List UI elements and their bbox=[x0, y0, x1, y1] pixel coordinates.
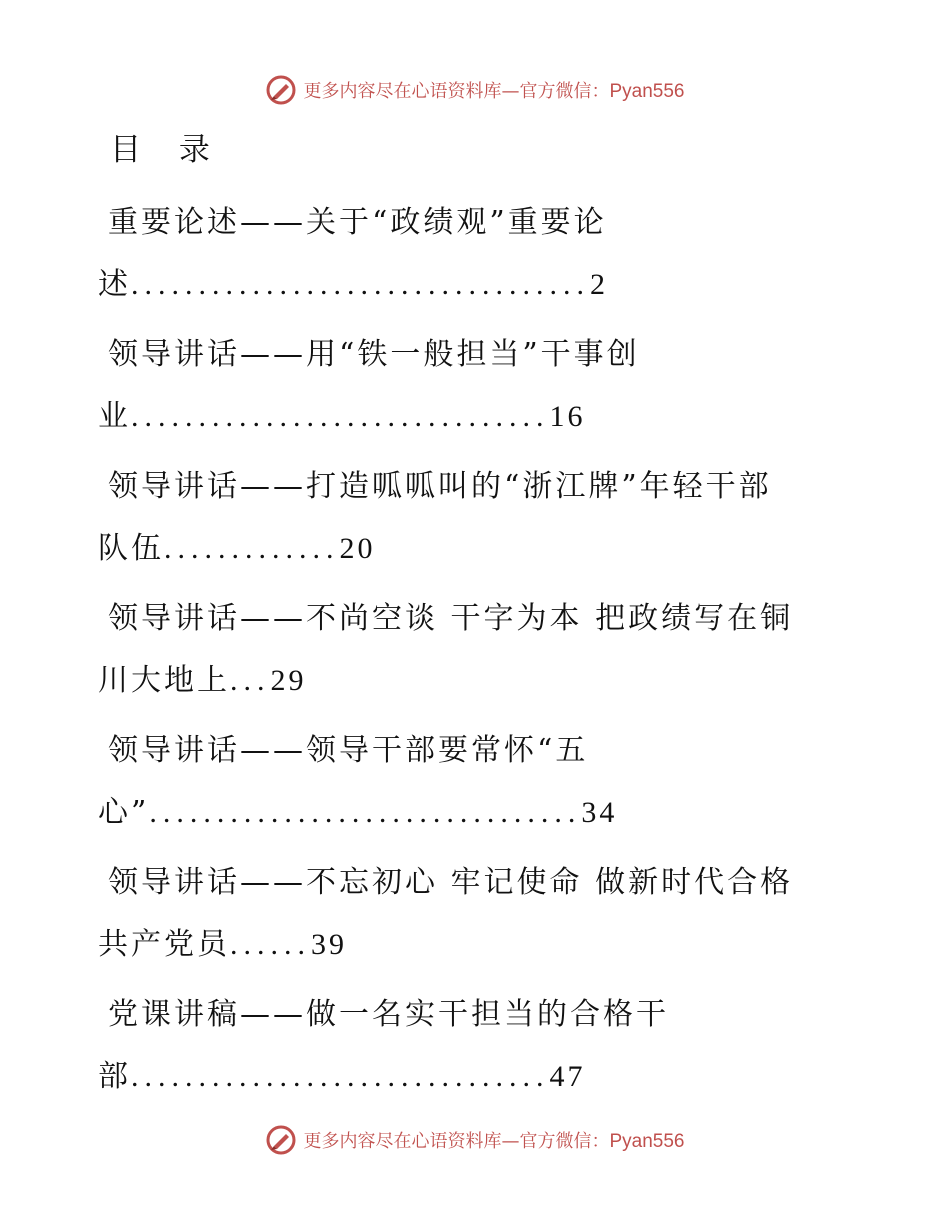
toc-entry-continuation bbox=[98, 782, 838, 844]
watermark-wechat-label: 官方微信： bbox=[519, 81, 610, 102]
toc-title: 目 录 bbox=[110, 132, 224, 168]
toc-page-number: 34 bbox=[581, 796, 618, 829]
watermark-site-name: 更多内容尽在心语资料库 bbox=[303, 1131, 502, 1152]
toc-entry-title-end: 心” bbox=[98, 795, 150, 830]
pen-logo-icon bbox=[265, 74, 297, 106]
toc-leader-dots: .................................. bbox=[131, 268, 590, 301]
toc-entry-title-end: 共产党员 bbox=[98, 927, 230, 962]
toc-page-number: 2 bbox=[590, 268, 608, 301]
toc-entry-title-end: 部 bbox=[98, 1059, 131, 1094]
toc-entry-title: 领导讲话——不忘初心 牢记使命 做新时代合格 bbox=[108, 865, 794, 900]
toc-entry[interactable] bbox=[98, 588, 838, 720]
toc-page-number: 47 bbox=[549, 1060, 586, 1093]
watermark-separator: — bbox=[501, 1131, 520, 1152]
toc-page-number: 29 bbox=[270, 664, 307, 697]
toc-entry-continuation bbox=[98, 386, 838, 448]
toc-entry-continuation bbox=[98, 650, 838, 712]
toc-entry[interactable] bbox=[98, 984, 838, 1116]
toc-page-number: 20 bbox=[339, 532, 376, 565]
toc-entry-continuation bbox=[98, 1046, 838, 1108]
footer-watermark bbox=[0, 1120, 950, 1160]
watermark-text bbox=[303, 1127, 684, 1153]
toc-leader-dots: ................................ bbox=[149, 796, 582, 829]
watermark-separator: — bbox=[501, 81, 520, 102]
watermark-wechat-id: Pyan556 bbox=[609, 81, 685, 102]
toc-entry-continuation bbox=[98, 254, 838, 316]
toc-page-number: 16 bbox=[549, 400, 586, 433]
watermark-wechat-label: 官方微信： bbox=[519, 1131, 610, 1152]
watermark-site-name: 更多内容尽在心语资料库 bbox=[303, 81, 502, 102]
toc-entry[interactable] bbox=[98, 720, 838, 852]
header-watermark bbox=[0, 70, 950, 110]
toc-entry[interactable] bbox=[98, 852, 838, 984]
watermark-text bbox=[303, 77, 684, 103]
toc-leader-dots: ............................... bbox=[131, 1060, 550, 1093]
toc-leader-dots: ............. bbox=[164, 532, 340, 565]
toc-entry-title: 领导讲话——不尚空谈 干字为本 把政绩写在铜 bbox=[108, 601, 794, 636]
toc-entry[interactable] bbox=[98, 456, 838, 588]
toc-entry-continuation bbox=[98, 518, 838, 580]
toc-entry-title: 重要论述——关于“政绩观”重要论 bbox=[108, 205, 607, 240]
toc-entry-title-end: 队伍 bbox=[98, 531, 164, 566]
pen-logo-icon bbox=[265, 1124, 297, 1156]
table-of-contents bbox=[98, 192, 838, 1116]
toc-entry-title-end: 述 bbox=[98, 267, 131, 302]
toc-entry-title: 领导讲话——用“铁一般担当”干事创 bbox=[108, 337, 640, 372]
watermark-wechat-id: Pyan556 bbox=[609, 1131, 685, 1152]
toc-leader-dots: ...... bbox=[230, 928, 311, 961]
toc-entry-title: 领导讲话——打造呱呱叫的“浙江牌”年轻干部 bbox=[108, 469, 772, 504]
toc-leader-dots: ............................... bbox=[131, 400, 550, 433]
toc-leader-dots: ... bbox=[230, 664, 271, 697]
toc-page-number: 39 bbox=[311, 928, 347, 961]
toc-entry-title-end: 川大地上 bbox=[98, 663, 230, 698]
toc-entry-title: 党课讲稿——做一名实干担当的合格干 bbox=[108, 997, 669, 1032]
toc-entry[interactable] bbox=[98, 192, 838, 324]
toc-entry-title-end: 业 bbox=[98, 399, 131, 434]
toc-entry[interactable] bbox=[98, 324, 838, 456]
toc-entry-continuation bbox=[98, 914, 838, 976]
toc-entry-title: 领导讲话——领导干部要常怀“五 bbox=[108, 733, 589, 768]
